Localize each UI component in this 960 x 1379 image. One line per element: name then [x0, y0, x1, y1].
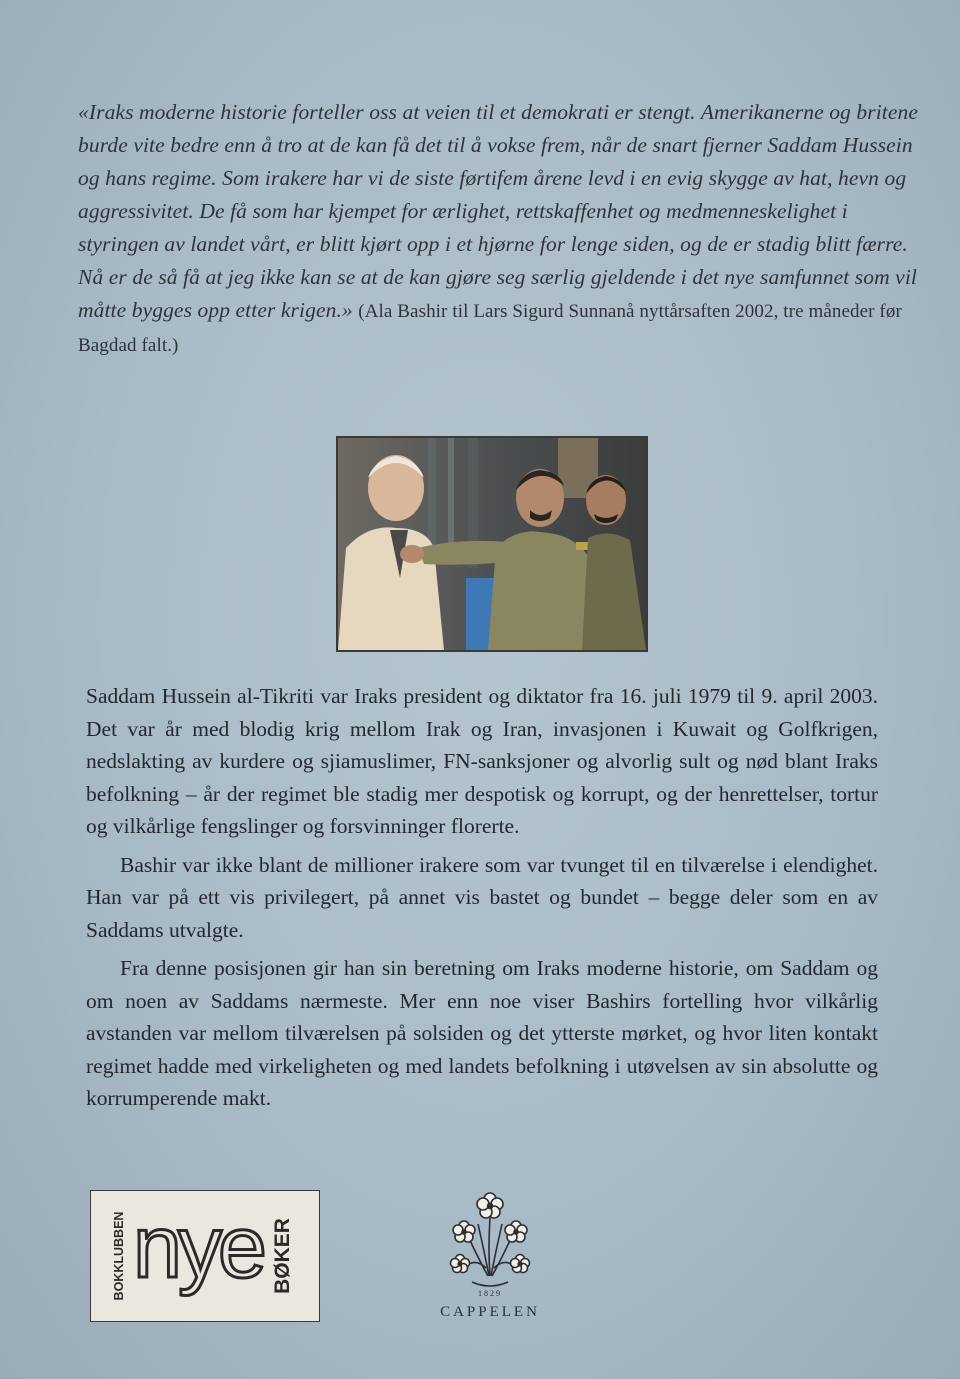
blurb-paragraph-1: Saddam Hussein al-Tikriti var Iraks president og diktator fra 16. juli 1979 til 9. april 2003. Det var år med blodig krig mellom Irak og Iran, invasjonen i Kuwait og Golfkrigen, nedslakting av kurdere og sjiamuslimer, FN-sanksjoner og alvorlig sult og nød blant Iraks befolkning – år der regimet ble stadig mer despotisk og korrupt, og der henrettelser, tortur og vilkårlige fengslinger og forsvinninger florerte. [86, 684, 878, 838]
blurb-text [86, 680, 878, 1121]
cappelen-logo [420, 1188, 560, 1328]
quote-attribution: (Ala Bashir til Lars Sigurd Sunnanå nyttårsaften 2002, tre måneder før Bagdad falt.) [78, 301, 902, 356]
blurb-paragraph-2: Bashir var ikke blant de millioner irakere som var tvunget til en tilværelse i elendighet. Han var på ett vis privilegert, på annet vis bastet og bundet – begge deler som en av Saddams utvalgte. [86, 852, 878, 942]
boker-label: BØKER [271, 1218, 294, 1294]
cappelen-year: 1829 [478, 1289, 502, 1298]
blurb-paragraph-3: Fra denne posisjonen gir han sin beretning om Iraks moderne historie, om Saddam og om noen av Saddams nærmeste. Mer enn noe viser Bashirs fortelling hvor vilkårlig avstanden var mellom tilværelsen på solsiden og det ytterste mørket, og hvor liten kontakt regimet hadde med virkeligheten og med landets befolkning i utøvelsen av sin absolutte og korrumperende makt. [86, 956, 878, 1110]
flower-bouquet-icon [420, 1188, 560, 1300]
cover-photo [336, 436, 648, 652]
cappelen-name: CAPPELEN [440, 1304, 540, 1320]
bokklubben-nye-boker-logo [90, 1190, 320, 1322]
quote-block [78, 96, 918, 362]
nye-wordmark: nye [133, 1197, 263, 1296]
bokklubben-label: BOKKLUBBEN [112, 1211, 126, 1301]
quote-text: «Iraks moderne historie forteller oss at veien til et demokrati er stengt. Amerikanerne og britene burde vite bedre enn å tro at de kan få det til å vokse frem, når de snart fjerner Saddam Hussein og hans regime. Som irakere har vi de siste førtifem årene levd i en evig skygge av hat, hevn og aggressivitet. De få som har kjempet for ærlighet, rettskaffenhet og medmenneskelighet i styringen av landet vårt, er blitt kjørt opp i et hjørne for lenge siden, og de er stadig blitt færre. Nå er de så få at jeg ikke kan se at de kan gjøre seg særlig gjeldende i det nye samfunnet som vil måtte bygges opp etter krigen.» [78, 100, 918, 322]
photo-two-men-greeting [338, 438, 646, 650]
